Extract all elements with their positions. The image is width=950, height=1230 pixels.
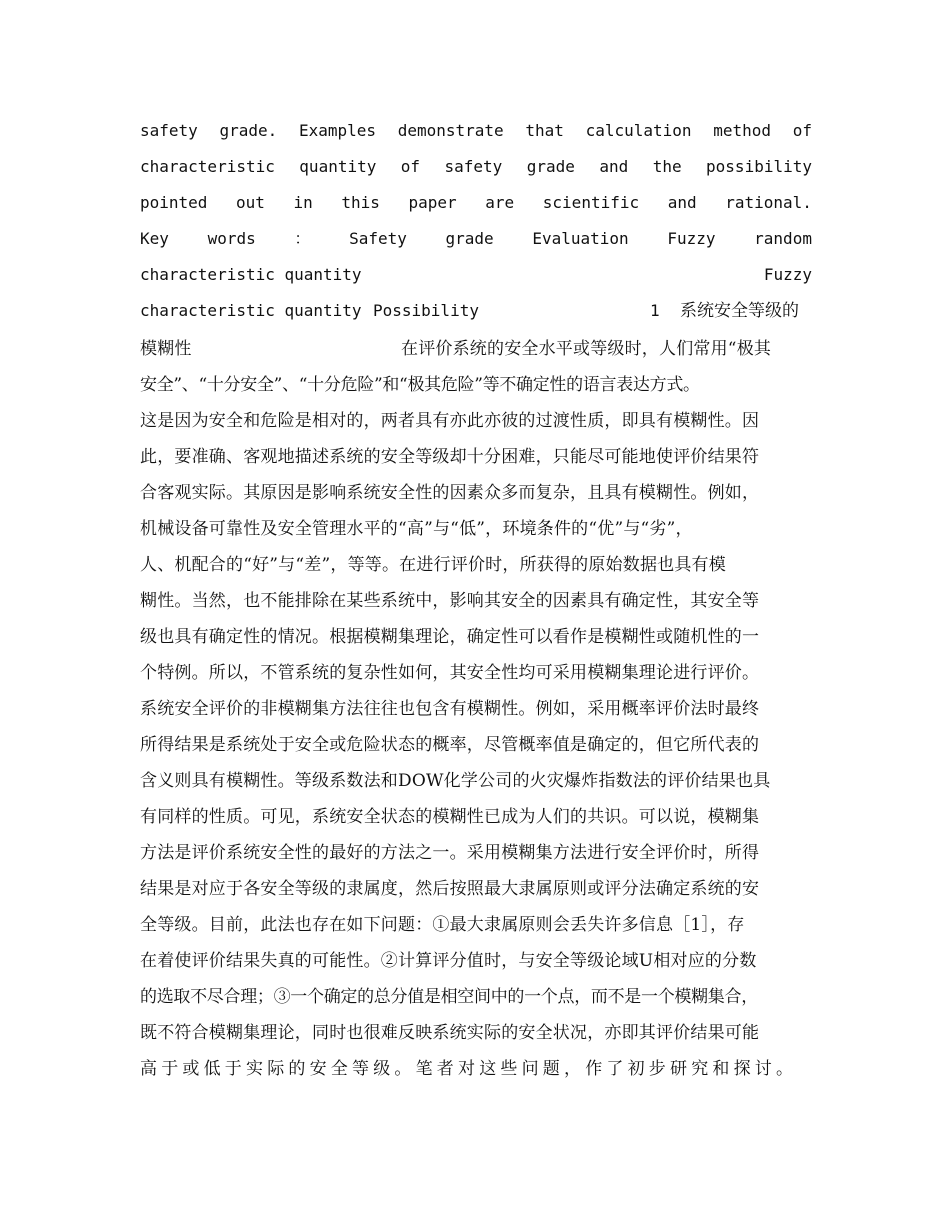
section-title-end: 模糊性 — [140, 339, 192, 359]
word: and — [599, 157, 629, 176]
word: grade. — [219, 121, 278, 140]
body-line: 安全”、“十分安全”、“十分危险”和“极其危险”等不确定性的语言表达方式。 — [140, 375, 700, 395]
keywords-line-2 — [140, 260, 812, 290]
body-line: 方法是评价系统安全性的最好的方法之一。采用模糊集方法进行安全评价时，所得 — [140, 843, 760, 863]
word: words — [207, 229, 256, 248]
paragraph-start: 在评价系统的安全水平或等级时，人们常用“极其 — [401, 339, 772, 359]
word: calculation — [585, 121, 692, 140]
body-line: 人、机配合的“好”与“差”，等等。在进行评价时，所获得的原始数据也具有模 — [140, 555, 726, 575]
word: Safety — [349, 229, 407, 248]
body-line: 个特例。所以，不管系统的复杂性如何，其安全性均可采用模糊集理论进行评价。 — [140, 663, 760, 683]
keyword: characteristic quantity — [140, 301, 362, 320]
word: of — [400, 157, 421, 176]
abstract-line-2 — [140, 152, 812, 182]
section-number: 1 — [650, 301, 660, 320]
keyword: Fuzzy — [763, 265, 812, 284]
section-title: 系统安全等级的 — [680, 301, 799, 321]
word: possibility — [706, 157, 812, 176]
word: that — [525, 121, 564, 140]
word: of — [792, 121, 812, 140]
word: scientific — [542, 193, 640, 212]
word: safety — [140, 121, 198, 140]
word: grade — [445, 229, 494, 248]
word: quantity — [299, 157, 377, 176]
body-line: 所得结果是系统处于安全或危险状态的概率，尽管概率值是确定的，但它所代表的 — [140, 735, 760, 755]
keyword: characteristic quantity — [140, 265, 362, 284]
word: Evaluation — [532, 229, 629, 248]
word: Key — [140, 229, 169, 248]
word: are — [485, 193, 515, 212]
body-line: 合客观实际。其原因是影响系统安全性的因素众多而复杂，且具有模糊性。例如， — [140, 483, 760, 503]
word: out — [236, 193, 265, 212]
word: method — [713, 121, 772, 140]
body-line: 这是因为安全和危险是相对的，两者具有亦此亦彼的过渡性质，即具有模糊性。因 — [140, 411, 760, 431]
section-title-line — [140, 334, 812, 364]
word: Fuzzy — [667, 229, 716, 248]
body-line: 有同样的性质。可见，系统安全状态的模糊性已成为人们的共识。可以说，模糊集 — [140, 807, 760, 827]
body-line: 的选取不尽合理；③一个确定的总分值是相空间中的一个点，而不是一个模糊集合， — [140, 987, 758, 1007]
keyword: Possibility — [373, 301, 479, 320]
body-line: 级也具有确定性的情况。根据模糊集理论，确定性可以看作是模糊性或随机性的一 — [140, 627, 760, 647]
word: safety — [444, 157, 503, 176]
keywords-line-1 — [140, 224, 812, 254]
word: characteristic — [140, 157, 275, 176]
word: paper — [408, 193, 457, 212]
word: pointed — [140, 193, 208, 212]
word: the — [652, 157, 682, 176]
word: in — [293, 193, 313, 212]
word: and — [667, 193, 697, 212]
body-line: 高于或低于实际的安全等级。笔者对这些问题，作了初步研究和探讨。 — [140, 1059, 798, 1079]
word: random — [754, 229, 812, 248]
body-line: 糊性。当然，也不能排除在某些系统中，影响其安全的因素具有确定性，其安全等 — [140, 591, 760, 611]
word: demonstrate — [397, 121, 504, 140]
word: ： — [294, 229, 311, 248]
word: this — [341, 193, 380, 212]
word: Examples — [298, 121, 377, 140]
word: rational. — [725, 193, 812, 212]
body-line: 全等级。目前，此法也存在如下问题：①最大隶属原则会丢失许多信息［1］，存 — [140, 915, 745, 935]
body-line: 机械设备可靠性及安全管理水平的“高”与“低”，环境条件的“优”与“劣”， — [140, 519, 693, 539]
body-line: 此，要准确、客观地描述系统的安全等级却十分困难，只能尽可能地使评价结果符 — [140, 447, 760, 467]
abstract-line-1 — [140, 116, 812, 146]
keywords-line-3 — [140, 296, 812, 326]
body-line: 结果是对应于各安全等级的隶属度，然后按照最大隶属原则或评分法确定系统的安 — [140, 879, 760, 899]
word: grade — [526, 157, 575, 176]
body-line: 既不符合模糊集理论，同时也很难反映系统实际的安全状况，亦即其评价结果可能 — [140, 1023, 760, 1043]
body-line: 系统安全评价的非模糊集方法往往也包含有模糊性。例如，采用概率评价法时最终 — [140, 699, 760, 719]
body-line: 在着使评价结果失真的可能性。②计算评分值时，与安全等级论域U相对应的分数 — [140, 951, 757, 971]
abstract-line-3 — [140, 188, 812, 218]
body-line: 含义则具有模糊性。等级系数法和DOW化学公司的火灾爆炸指数法的评价结果也具 — [140, 771, 771, 791]
